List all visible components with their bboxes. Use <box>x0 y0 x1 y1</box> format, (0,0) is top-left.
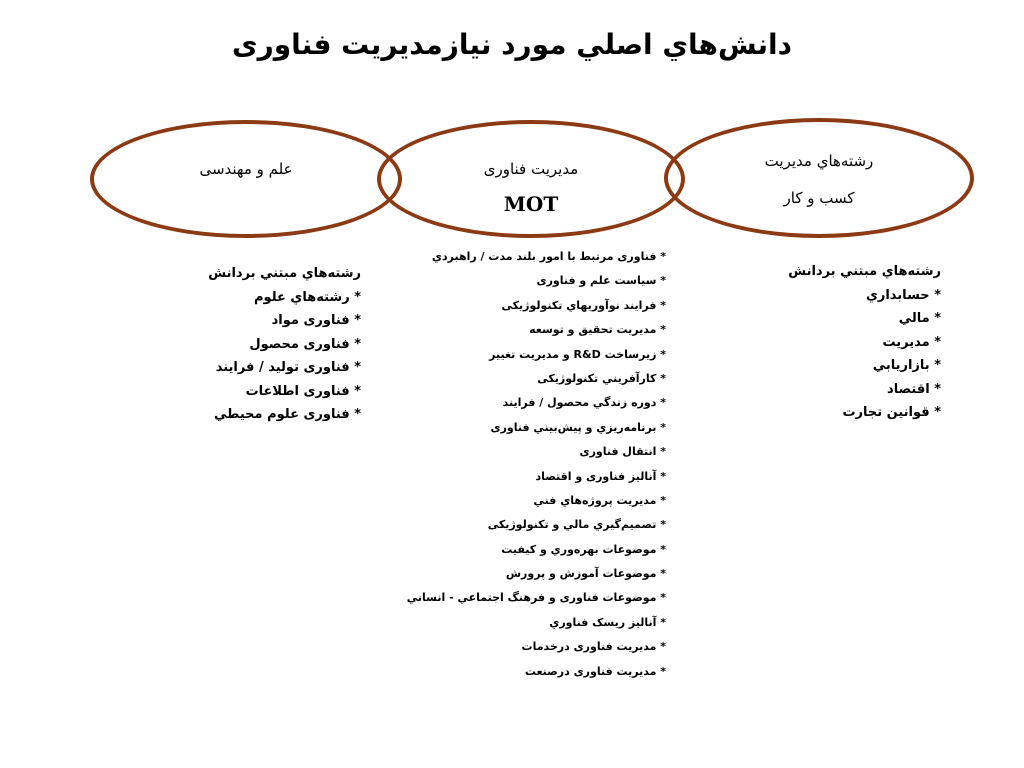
list-item: * حسابداري <box>865 287 941 303</box>
list-item: * آناليز ريسک فناوري <box>549 615 666 629</box>
list-item: رشته‌هاي مبتني بردانش <box>208 266 361 281</box>
list-item: * مديريت پروژه‌هاي فني <box>533 493 666 507</box>
list-item: * کارآفريني تکنولوژيکی <box>537 371 666 385</box>
page-title: دانش‌هاي اصلي مورد نيازمديريت فناوری <box>231 28 793 61</box>
ellipse-right-label-line2: کسب و کار <box>783 189 855 207</box>
list-item: * دوره زندگي محصول / فرايند <box>502 396 666 410</box>
ellipse-left-label: علم و مهندسی <box>199 160 293 178</box>
list-item: * سياست علم و فناوری <box>536 274 666 288</box>
ellipse-right-label-line1: رشته‌هاي مديريت <box>764 152 874 170</box>
list-item: * مديريت <box>882 334 941 350</box>
list-item: * موضوعات آموزش و پرورش <box>505 567 666 581</box>
ellipse-science-engineering <box>90 120 402 238</box>
list-item: * آناليز فناوری و اقتصاد <box>535 469 666 483</box>
business-management-list <box>788 260 941 425</box>
list-item: * انتقال فناوری <box>579 445 666 459</box>
list-item: * برنامه‌ريزي و پيش‌بيني فناوری <box>490 420 666 434</box>
list-item: * قوانين تجارت <box>842 405 941 420</box>
list-item: * فناوری علوم محيطي <box>214 407 361 422</box>
ellipse-business-management <box>664 118 974 238</box>
list-item: * فناوری مرتبط با امور بلند مدت / راهبردي <box>431 250 666 263</box>
list-item: * فرايند نوآوريهاي تکنولوژيکی <box>501 298 666 312</box>
science-engineering-list <box>208 262 361 427</box>
list-item: * رشته‌هاي علوم <box>254 289 361 305</box>
list-item: * تصميم‌گيري مالي و تکنولوژيکی <box>487 518 666 532</box>
list-item: * موضوعات بهره‌وري و کيفيت <box>501 542 666 556</box>
list-item: * فناوری مواد <box>271 313 361 328</box>
list-item: * فناوری محصول <box>249 336 361 352</box>
ellipse-mid-abbr: MOT <box>503 192 559 216</box>
ellipse-technology-management <box>377 120 685 238</box>
list-item: * زيرساخت R&D و مديريت تغيير <box>489 347 666 361</box>
ellipse-mid-label: مديريت فناوری <box>483 160 579 178</box>
list-item: * بازاريابي <box>872 358 941 373</box>
list-item: * مديريت فناوری درخدمات <box>521 640 666 654</box>
list-item: رشته‌هاي مبتني بردانش <box>788 264 941 279</box>
list-item: * اقتصاد <box>887 381 941 397</box>
list-item: * موضوعات فناوری و فرهنگ اجتماعي - انساني <box>406 591 666 605</box>
list-item: * مديريت فناوری درصنعت <box>524 664 666 678</box>
list-item: * فناوری اطلاعات <box>245 383 361 399</box>
list-item: * فناوری توليد / فرايند <box>215 360 361 375</box>
list-item: * مالي <box>898 311 941 326</box>
technology-management-list <box>407 245 666 684</box>
list-item: * مديريت تحقيق و توسعه <box>529 323 666 337</box>
